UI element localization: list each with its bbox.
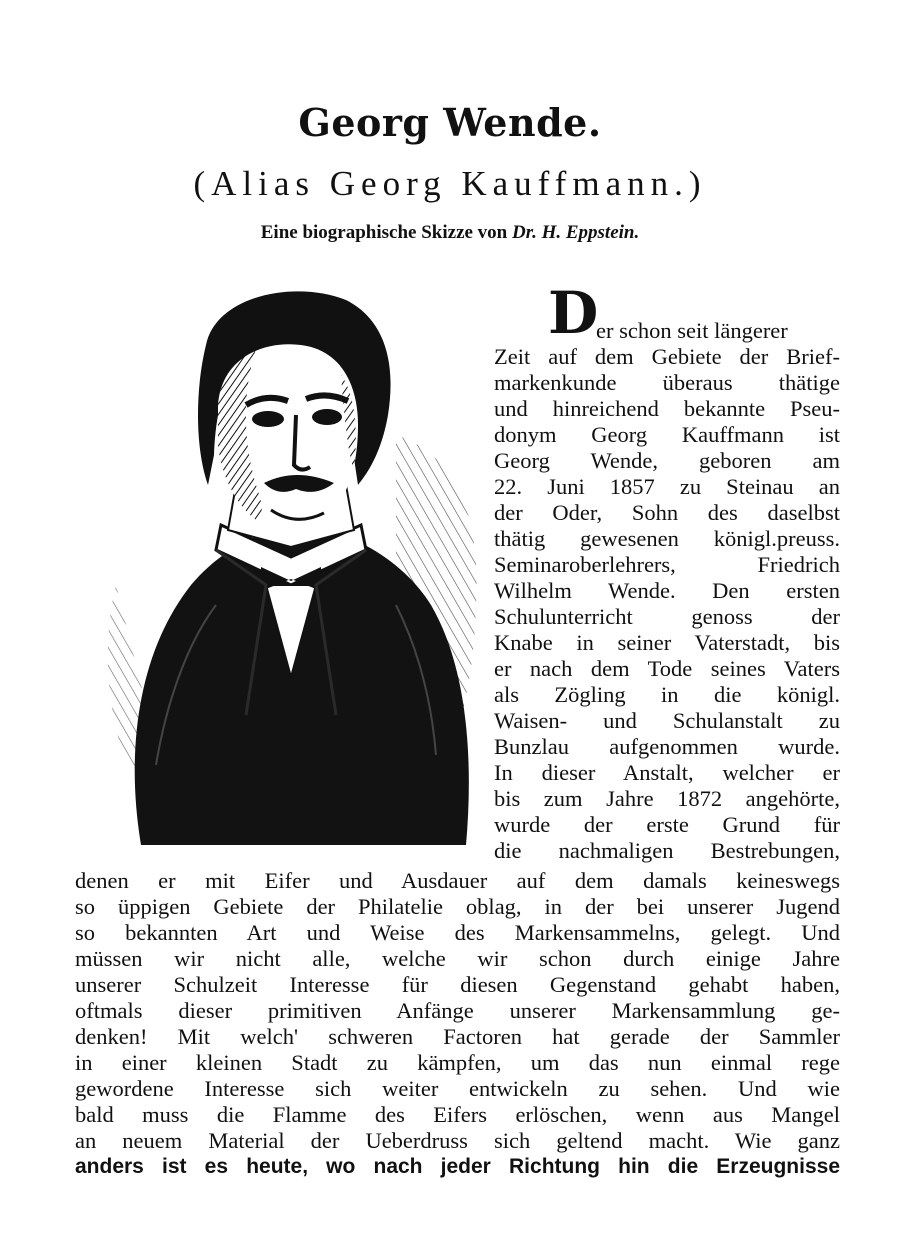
column-line: als Zögling in die königl. [494, 682, 840, 707]
column-line: Schulunterricht genoss der [494, 604, 840, 629]
first-line: er schon seit längerer [596, 318, 788, 343]
column-line: die nachmaligen Bestrebungen, [494, 838, 840, 863]
column-line: bis zum Jahre 1872 angehörte, [494, 786, 840, 811]
article-subtitle: (Alias Georg Kauffmann.) [193, 164, 707, 203]
body-line: unserer Schulzeit Interesse für diesen Gegenstand gehabt haben, [75, 972, 840, 997]
body-line: bald muss die Flamme des Eifers erlöschen, wenn aus Mangel [75, 1102, 840, 1127]
column-line: 22. Juni 1857 zu Steinau an [494, 474, 840, 499]
column-line: thätig gewesenen königl.preuss. [494, 526, 840, 551]
column-line: und hinreichend bekannte Pseu- [494, 396, 840, 421]
column-line: donym Georg Kauffmann ist [494, 422, 840, 447]
column-line: Seminaroberlehrers, Friedrich [494, 552, 840, 577]
column-line: markenkunde überaus thätige [494, 370, 840, 395]
column-line: Georg Wende, geboren am [494, 448, 840, 473]
body-line: müssen wir nicht alle, welche wir schon durch einige Jahre [75, 946, 840, 971]
body-line: oftmals dieser primitiven Anfänge unserer Markensammlung ge- [75, 998, 840, 1023]
byline-author: Dr. H. Eppstein. [512, 222, 640, 243]
portrait-engraving [96, 285, 486, 850]
body-line: so üppigen Gebiete der Philatelie oblag, in der bei unserer Jugend [75, 894, 840, 919]
column-line: Waisen- und Schulanstalt zu [494, 708, 840, 733]
column-line: wurde der erste Grund für [494, 812, 840, 837]
column-line: Wilhelm Wende. Den ersten [494, 578, 840, 603]
body-line: so bekannten Art und Weise des Markensammelns, gelegt. Und [75, 920, 840, 945]
column-line: Bunzlau aufgenommen wurde. [494, 734, 840, 759]
column-line: der Oder, Sohn des daselbst [494, 500, 840, 525]
byline-prefix: Eine biographische Skizze von [260, 222, 508, 243]
column-line: Zeit auf dem Gebiete der Brief- [494, 344, 840, 369]
body-line: denen er mit Eifer und Ausdauer auf dem damals keineswegs [75, 868, 840, 893]
body-line: an neuem Material der Ueberdruss sich geltend macht. Wie ganz [75, 1128, 840, 1153]
body-line: in einer kleinen Stadt zu kämpfen, um das nun einmal rege [75, 1050, 840, 1075]
body-line: anders ist es heute, wo nach jeder Richtung hin die Erzeugnisse [75, 1155, 840, 1178]
body-line: denken! Mit welch' schweren Factoren hat gerade der Sammler [75, 1024, 840, 1049]
column-line: er nach dem Tode seines Vaters [494, 656, 840, 681]
byline [0, 222, 900, 244]
column-line: In dieser Anstalt, welcher er [494, 760, 840, 785]
article-title: Georg Wende. [298, 100, 602, 145]
drop-cap: D [548, 279, 599, 347]
column-line: Knabe in seiner Vaterstadt, bis [494, 630, 840, 655]
body-line: gewordene Interesse sich weiter entwickeln zu sehen. Und wie [75, 1076, 840, 1101]
